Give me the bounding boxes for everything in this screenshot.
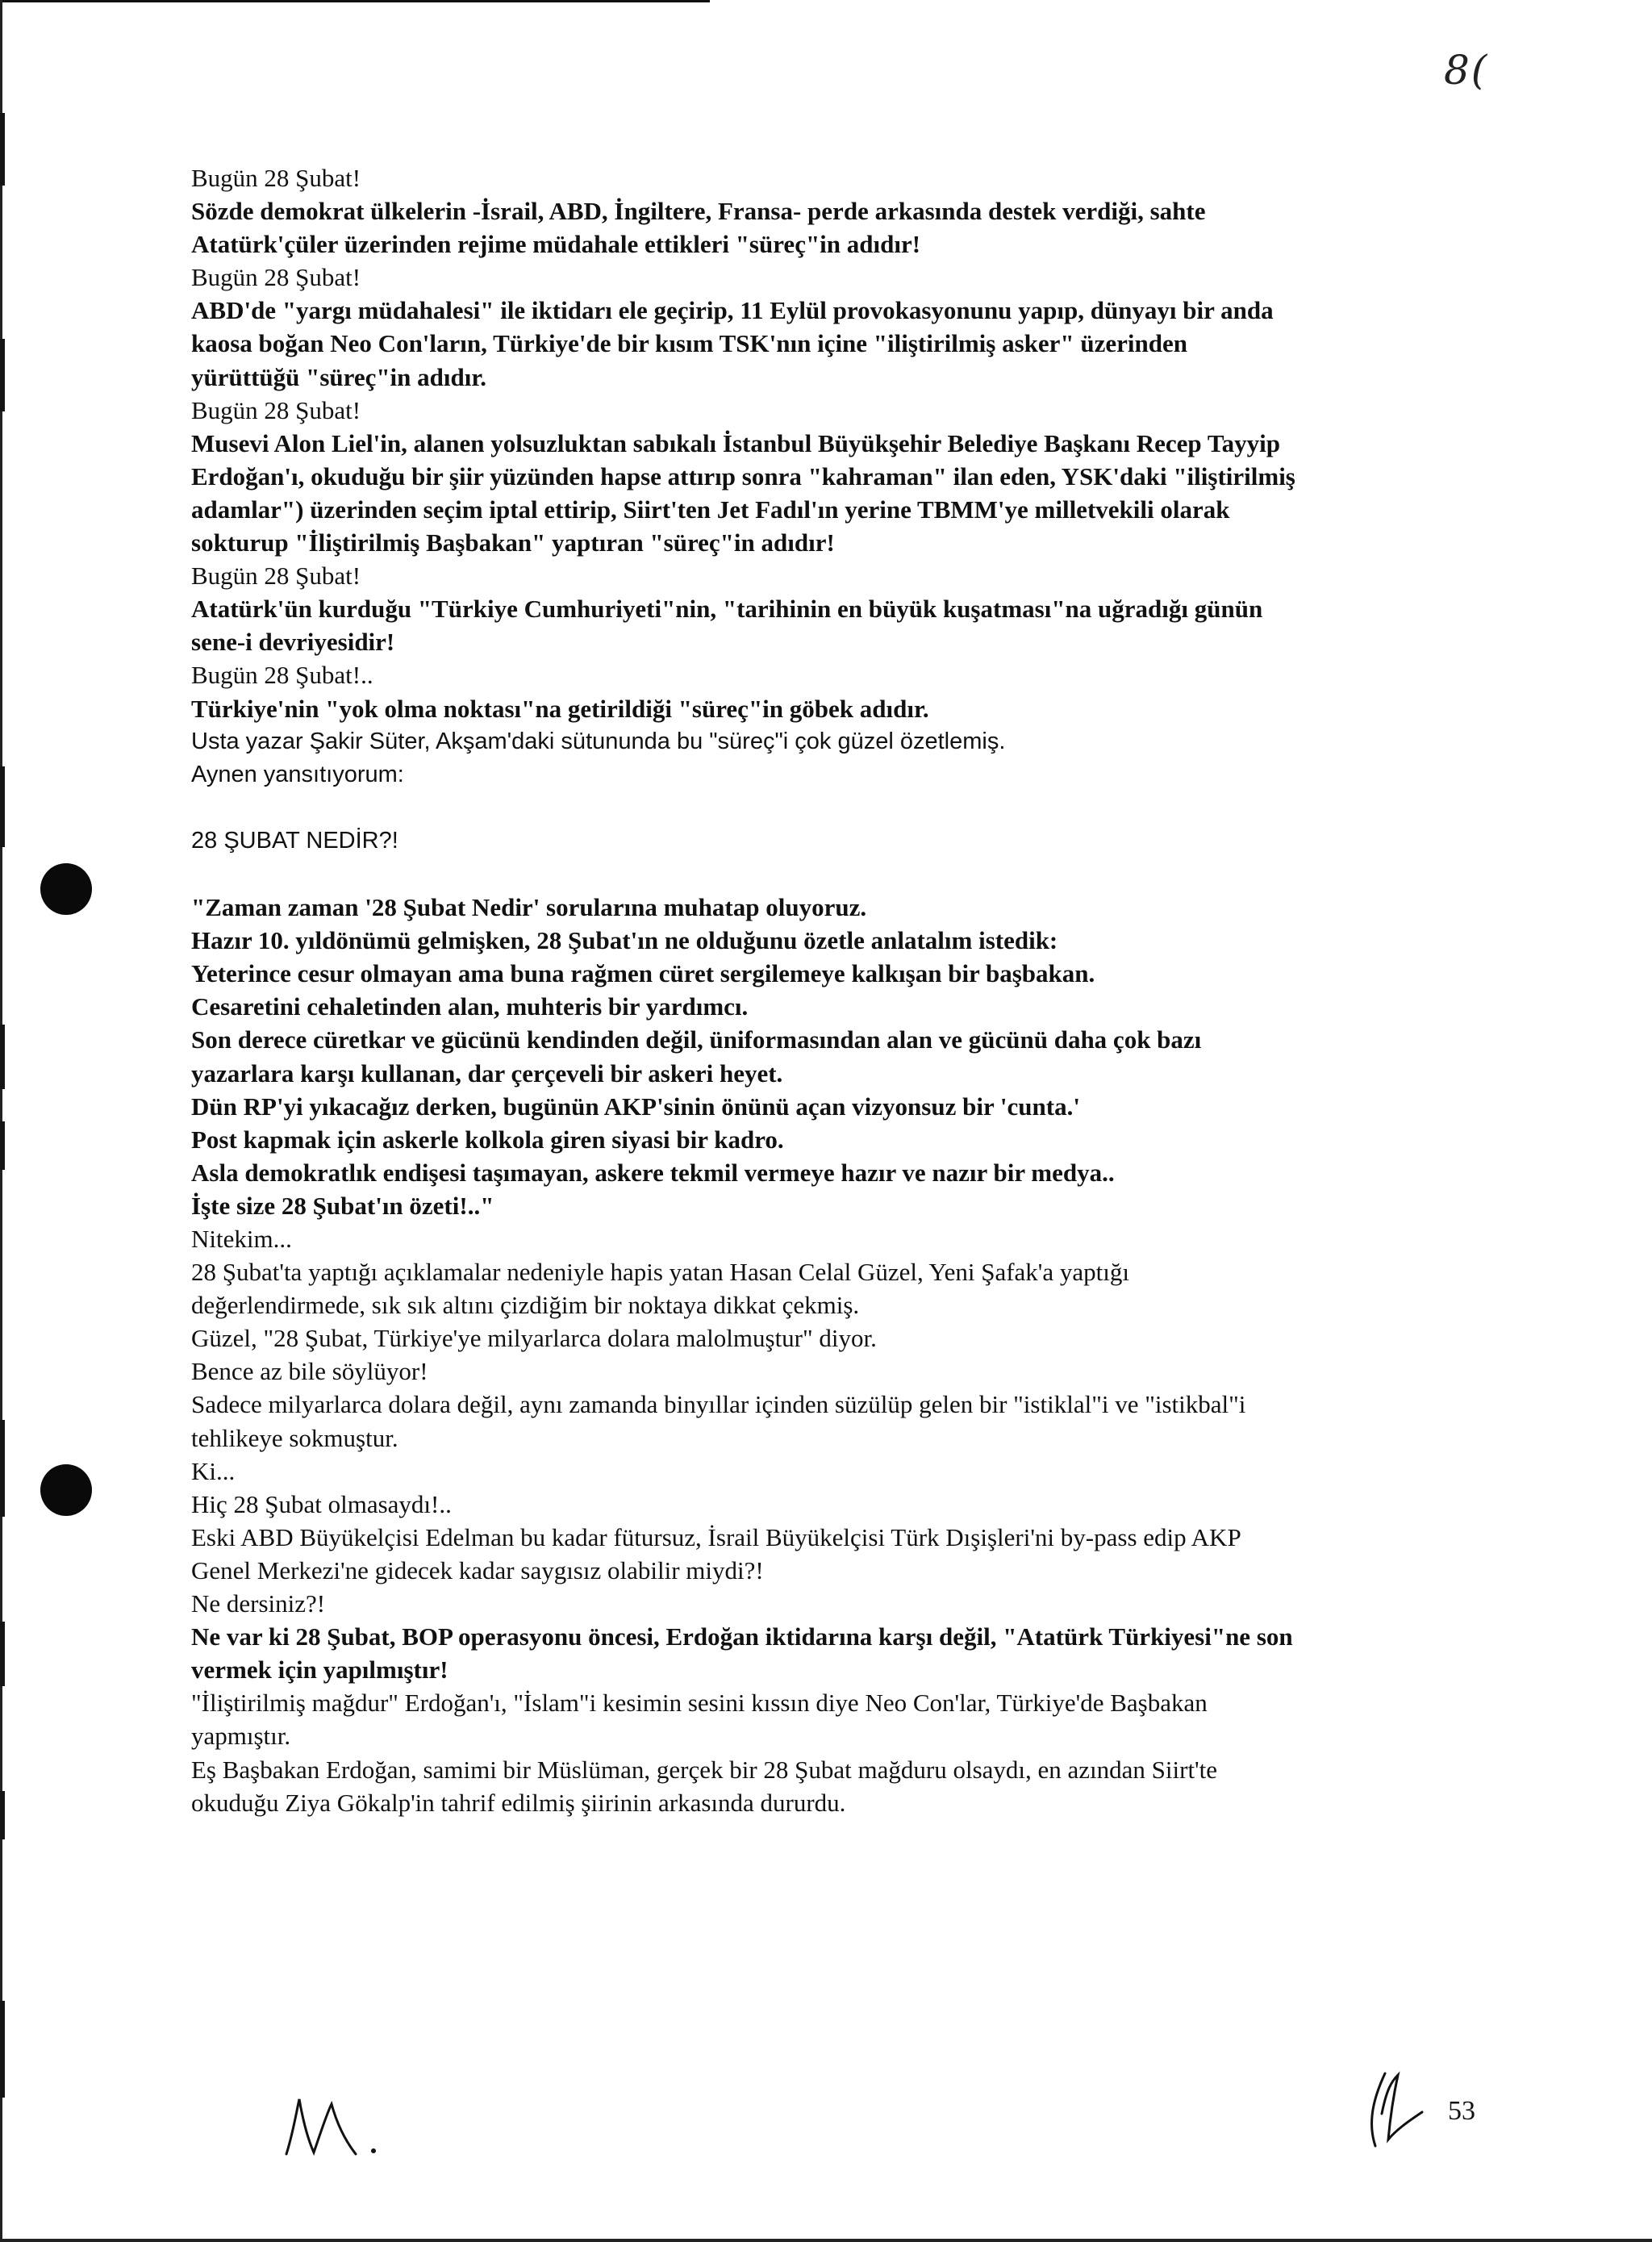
document-body	[191, 161, 1482, 1819]
text-line: Atatürk'ün kurduğu "Türkiye Cumhuriyeti"nin, "tarihinin en büyük kuşatması"na uğradığı günün	[191, 595, 1263, 624]
text-line: okuduğu Ziya Gökalp'in tahrif edilmiş şiirinin arkasında dururdu.	[191, 1788, 846, 1817]
text-line: Bence az bile söylüyor!	[191, 1357, 428, 1386]
text-line: Atatürk'çüler üzerinden rejime müdahale ettikleri "süreç"in adıdır!	[191, 230, 921, 259]
text-line: yazarlara karşı kullanan, dar çerçeveli bir askeri heyet.	[191, 1058, 783, 1088]
margin-mark	[0, 1791, 5, 1839]
text-line: Sözde demokrat ülkelerin -İsrail, ABD, İngiltere, Fransa- perde arkasında destek verdiği, sahte	[191, 197, 1206, 226]
text-line: değerlendirmede, sık sık altını çizdiğim bir noktaya dikkat çekmiş.	[191, 1291, 860, 1320]
text-line: Eş Başbakan Erdoğan, samimi bir Müslüman, gerçek bir 28 Şubat mağduru olsaydı, en azından Siirt'te	[191, 1755, 1218, 1784]
margin-mark	[0, 2001, 5, 2098]
margin-mark	[0, 1622, 5, 1686]
text-line: Türkiye'nin "yok olma noktası"na getirildiği "süreç"in göbek adıdır.	[191, 694, 929, 723]
text-line: "Zaman zaman '28 Şubat Nedir' sorularına muhatap oluyoruz.	[191, 893, 867, 922]
text-line: yapmıştır.	[191, 1722, 291, 1751]
text-line: Bugün 28 Şubat!..	[191, 661, 373, 690]
margin-mark	[0, 1420, 5, 1517]
folio-mark: 8(	[1444, 47, 1489, 94]
signature-left	[278, 2090, 391, 2162]
text-line: 28 ŞUBAT NEDİR?!	[191, 827, 398, 854]
scan-edge-bottom	[0, 2239, 1652, 2242]
text-line: İşte size 28 Şubat'ın özeti!.."	[191, 1191, 494, 1220]
text-line: kaosa boğan Neo Con'ların, Türkiye'de bir kısım TSK'nın içine "iliştirilmiş asker" üzerinden	[191, 329, 1187, 358]
text-line: Son derece cüretkar ve gücünü kendinden değil, üniformasından alan ve gücünü daha çok bazı	[191, 1025, 1202, 1054]
text-line: Bugün 28 Şubat!	[191, 395, 361, 424]
text-line: Musevi Alon Liel'in, alanen yolsuzluktan sabıkalı İstanbul Büyükşehir Belediye Başkanı Recep Tayyip	[191, 428, 1281, 457]
paragraph-gap	[191, 791, 1482, 825]
text-line: Erdoğan'ı, okuduğu bir şiir yüzünden hapse attırıp sonra "kahraman" ilan eden, YSK'daki "iliştirilmiş	[191, 461, 1295, 491]
text-line: Eski ABD Büyükelçisi Edelman bu kadar fütursuz, İsrail Büyükelçisi Türk Dışişleri'ni by-pass edip AKP	[191, 1522, 1241, 1551]
text-line: Cesaretini cehaletinden alan, muhteris bir yardımcı.	[191, 992, 749, 1021]
text-line: Bugün 28 Şubat!	[191, 562, 361, 591]
margin-mark	[0, 339, 5, 411]
text-line: ABD'de "yargı müdahalesi" ile iktidarı ele geçirip, 11 Eylül provokasyonunu yapıp, dünyayı bir anda	[191, 296, 1274, 325]
text-line: Hazır 10. yıldönümü gelmişken, 28 Şubat'ın ne olduğunu özetle anlatalım istedik:	[191, 926, 1058, 955]
text-line: Post kapmak için askerle kolkola giren siyasi bir kadro.	[191, 1125, 784, 1154]
text-line: "İliştirilmiş mağdur" Erdoğan'ı, "İslam"i kesimin sesini kıssın diye Neo Con'lar, Türkiye'de Başbakan	[191, 1689, 1208, 1718]
margin-mark	[0, 1121, 5, 1170]
text-line: Aynen yansıtıyorum:	[191, 761, 404, 787]
text-line: sene-i devriyesidir!	[191, 628, 395, 657]
text-line: Bugün 28 Şubat!	[191, 164, 361, 192]
text-line: Usta yazar Şakir Süter, Akşam'daki sütununda bu "süreç"i çok güzel özetlemiş.	[191, 728, 1006, 754]
paragraph-gap	[191, 858, 1482, 891]
signature-right	[1351, 2065, 1440, 2154]
text-line: Asla demokratlık endişesi taşımayan, askere tekmil vermeye hazır ve nazır bir medya..	[191, 1158, 1115, 1187]
text-line: vermek için yapılmıştır!	[191, 1655, 448, 1685]
text-line: Güzel, "28 Şubat, Türkiye'ye milyarlarca dolara malolmuştur" diyor.	[191, 1324, 877, 1353]
page-number: 53	[1448, 2096, 1475, 2126]
margin-mark	[0, 1025, 5, 1089]
text-line: Bugün 28 Şubat!	[191, 263, 361, 292]
text-line: yürüttüğü "süreç"in adıdır.	[191, 362, 487, 391]
text-line: Dün RP'yi yıkacağız derken, bugünün AKP'sinin önünü açan vizyonsuz bir 'cunta.'	[191, 1092, 1080, 1121]
text-line: Ne dersiniz?!	[191, 1589, 326, 1618]
text-line: Genel Merkezi'ne gidecek kadar saygısız olabilir miydi?!	[191, 1555, 764, 1584]
text-line: sokturup "İliştirilmiş Başbakan" yaptıran "süreç"in adıdır!	[191, 528, 835, 557]
punch-hole	[40, 863, 92, 915]
text-line: Ki...	[191, 1456, 236, 1485]
margin-mark	[0, 766, 5, 847]
text-line: Yeterince cesur olmayan ama buna rağmen cüret sergilemeye kalkışan bir başbakan.	[191, 959, 1095, 988]
text-line: Ne var ki 28 Şubat, BOP operasyonu öncesi, Erdoğan iktidarına karşı değil, "Atatürk Türkiyesi"ne son	[191, 1622, 1293, 1651]
text-line: Sadece milyarlarca dolara değil, aynı zamanda binyıllar içinden süzülüp gelen bir "istiklal"i ve "istikbal"i	[191, 1390, 1246, 1419]
text-line: adamlar") üzerinden seçim iptal ettirip, Siirt'ten Jet Fadıl'ın yerine TBMM'ye milletvekili olarak	[191, 495, 1230, 524]
text-line: 28 Şubat'ta yaptığı açıklamalar nedeniyle hapis yatan Hasan Celal Güzel, Yeni Şafak'a yaptığı	[191, 1258, 1129, 1287]
text-line: Nitekim...	[191, 1225, 292, 1253]
scan-edge-top	[0, 0, 710, 2]
text-line: Hiç 28 Şubat olmasaydı!..	[191, 1489, 452, 1518]
punch-hole	[40, 1464, 92, 1516]
margin-mark	[0, 113, 5, 186]
text-line: tehlikeye sokmuştur.	[191, 1423, 398, 1452]
